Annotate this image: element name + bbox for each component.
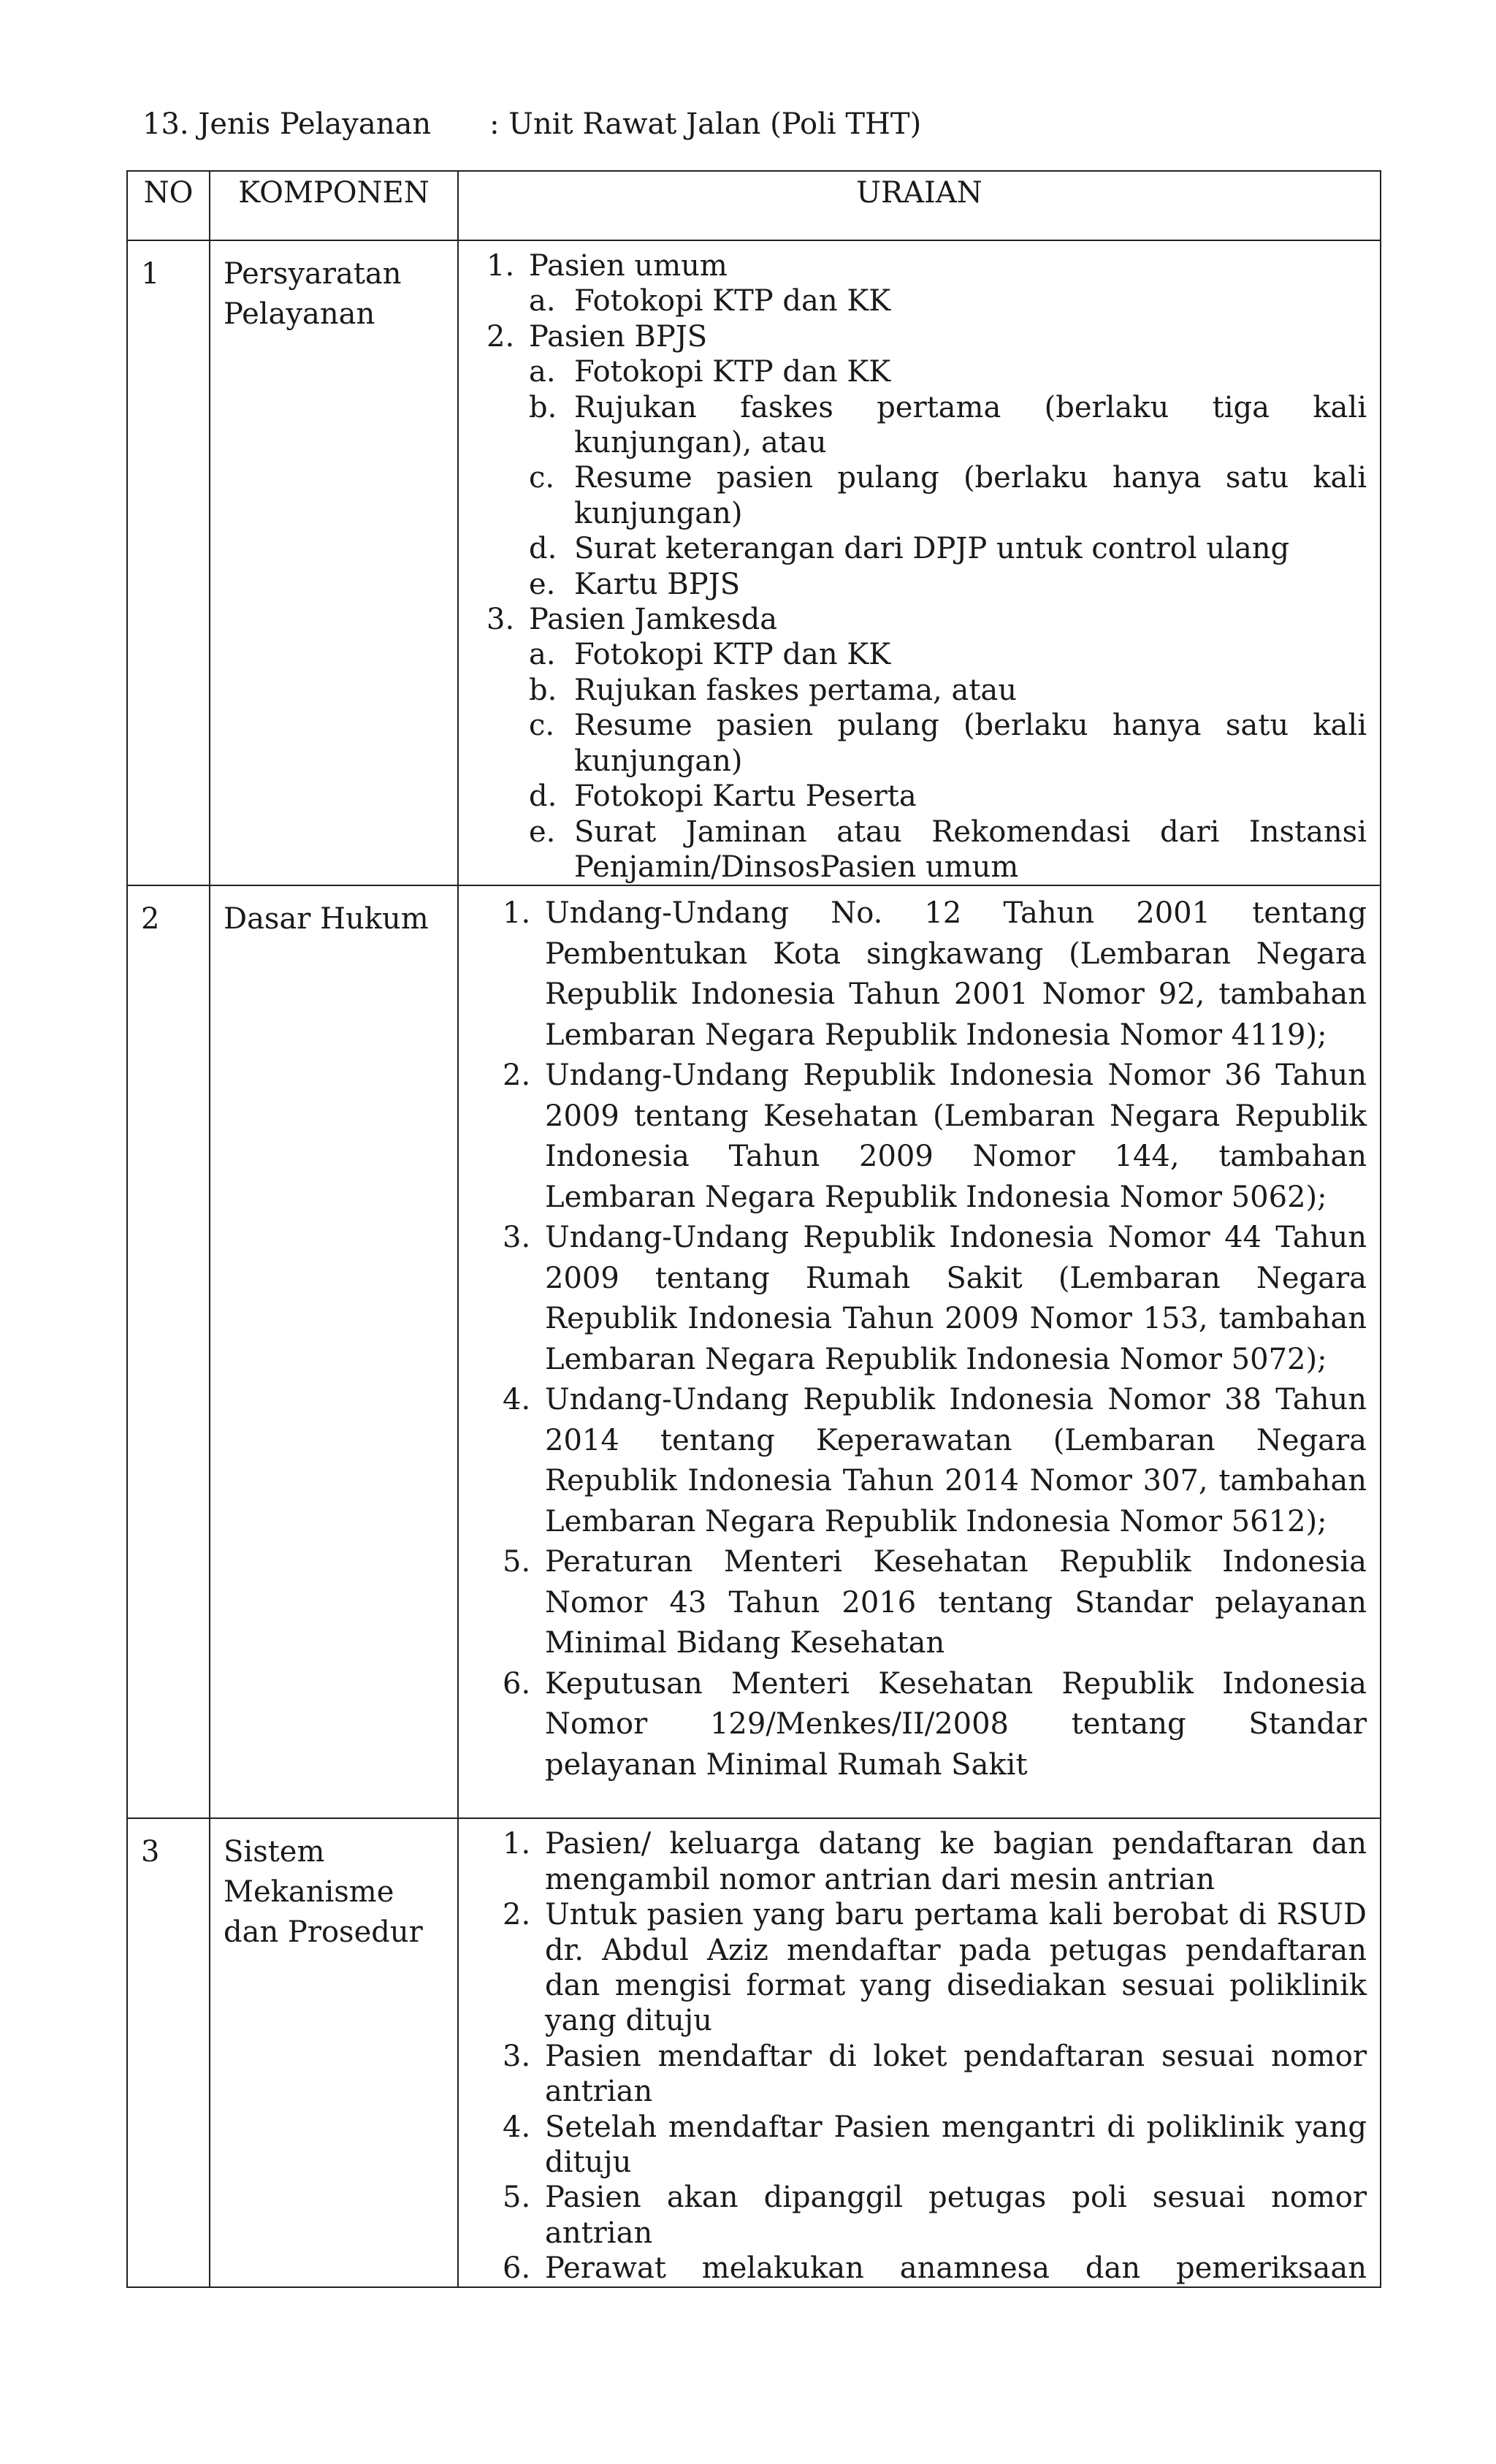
service-type-label: 13. Jenis Pelayanan	[142, 107, 432, 141]
list-item: 6. Keputusan Menteri Kesehatan Republik Indonesia Nomor 129/Menkes/II/2008 tentang Standar pelayanan Minimal Rumah Sakit	[503, 1666, 1367, 1782]
list-item: 5. Pasien akan dipanggil petugas poli sesuai nomor antrian	[503, 2181, 1367, 2250]
sub-list	[529, 354, 1367, 602]
list-item: 1. Pasien/ keluarga datang ke bagian pendaftaran dan mengambil nomor antrian dari mesin antrian	[503, 1827, 1367, 1896]
row-number: 3	[127, 1818, 210, 2286]
legal-basis-list	[486, 893, 1367, 1785]
row-uraian	[458, 885, 1381, 1818]
row-komponen: Dasar Hukum	[210, 885, 458, 1818]
list-item: 2. Untuk pasien yang baru pertama kali berobat di RSUD dr. Abdul Aziz mendaftar pada petugas pendaftaran dan mengisi format yang disediakan sesuai poliklinik yang dituju	[503, 1898, 1367, 2038]
list-item: 3. Pasien mendaftar di loket pendaftaran sesuai nomor antrian	[503, 2039, 1367, 2109]
list-item: 4. Undang-Undang Republik Indonesia Nomor 38 Tahun 2014 tentang Keperawatan (Lembaran Negara Republik Indonesia Tahun 2014 Nomor 307, tambahan Lembaran Negara Republik Indonesia Nomor 5612);	[503, 1383, 1367, 1538]
row-komponen: Sistem Mekanisme dan Prosedur	[210, 1818, 458, 2286]
sub-list-item: d. Fotokopi Kartu Peserta	[529, 779, 917, 814]
list-item: 5. Peraturan Menteri Kesehatan Republik Indonesia Nomor 43 Tahun 2016 tentang Standar pelayanan Minimal Bidang Kesehatan	[503, 1545, 1367, 1660]
service-type-value: : Unit Rawat Jalan (Poli THT)	[489, 107, 922, 141]
table-header-row	[127, 171, 1381, 240]
header-no: NO	[127, 171, 210, 240]
list-item: 3. Pasien Jamkesda a. Fotokopi KTP dan KK b. Rujukan faskes pertama, atau c. Resume pasien pulang (berlaku hanya satu kali kunjungan) d. Fotokopi Kartu Peserta e. Surat Jaminan atau Rekomendasi dari Instansi Penjamin/DinsosPasien umum	[486, 603, 1367, 884]
list-item: 6. Perawat melakukan anamnesa dan pemeriksaan	[503, 2251, 1367, 2286]
row-uraian	[458, 1818, 1381, 2286]
sub-list-item: a. Fotokopi KTP dan KK	[529, 284, 891, 319]
sub-list-item: b. Rujukan faskes pertama, atau	[529, 673, 1017, 707]
sub-list-item: d. Surat keterangan dari DPJP untuk control ulang	[529, 532, 1290, 566]
list-item: 1. Undang-Undang No. 12 Tahun 2001 tentang Pembentukan Kota singkawang (Lembaran Negara Republik Indonesia Tahun 2001 Nomor 92, tambahan Lembaran Negara Republik Indonesia Nomor 4119);	[503, 896, 1367, 1052]
table-row	[127, 1818, 1381, 2286]
sub-list-item: b. Rujukan faskes pertama (berlaku tiga kali kunjungan), atau	[529, 390, 1367, 460]
header-komponen: KOMPONEN	[210, 171, 458, 240]
table-row	[127, 885, 1381, 1818]
page-heading	[142, 104, 921, 145]
list-item: 3. Undang-Undang Republik Indonesia Nomor 44 Tahun 2009 tentang Rumah Sakit (Lembaran Negara Republik Indonesia Tahun 2009 Nomor 153, tambahan Lembaran Negara Republik Indonesia Nomor 5072);	[503, 1221, 1367, 1376]
list-item: 1. Pasien umum a. Fotokopi KTP dan KK	[486, 248, 1367, 319]
table-row	[127, 240, 1381, 885]
sub-list-item: a. Fotokopi KTP dan KK	[529, 638, 891, 672]
row-komponen: Persyaratan Pelayanan	[210, 240, 458, 885]
procedure-list	[486, 1826, 1367, 2286]
sub-list-item: a. Fotokopi KTP dan KK	[529, 355, 891, 389]
row-number: 1	[127, 240, 210, 885]
row-uraian	[458, 240, 1381, 885]
row-number: 2	[127, 885, 210, 1818]
list-item: 2. Pasien BPJS a. Fotokopi KTP dan KK b. Rujukan faskes pertama (berlaku tiga kali kunjungan), atau c. Resume pasien pulang (berlaku hanya satu kali kunjungan) d. Surat keterangan dari DPJP untuk control ulang e. Kartu BPJS	[486, 319, 1367, 601]
requirements-list	[486, 248, 1367, 885]
list-item: 2. Undang-Undang Republik Indonesia Nomor 36 Tahun 2009 tentang Kesehatan (Lembaran Negara Republik Indonesia Tahun 2009 Nomor 144, tambahan Lembaran Negara Republik Indonesia Nomor 5062);	[503, 1059, 1367, 1214]
header-uraian: URAIAN	[458, 171, 1381, 240]
sub-list	[529, 283, 1367, 319]
service-standard-table	[126, 170, 1381, 2288]
sub-list-item: c. Resume pasien pulang (berlaku hanya satu kali kunjungan)	[529, 461, 1367, 530]
sub-list-item: c. Resume pasien pulang (berlaku hanya satu kali kunjungan)	[529, 709, 1367, 778]
sub-list-item: e. Kartu BPJS	[529, 567, 741, 601]
list-item: 4. Setelah mendaftar Pasien mengantri di poliklinik yang dituju	[503, 2110, 1367, 2179]
sub-list	[529, 637, 1367, 885]
sub-list-item: e. Surat Jaminan atau Rekomendasi dari Instansi Penjamin/DinsosPasien umum	[529, 815, 1367, 884]
